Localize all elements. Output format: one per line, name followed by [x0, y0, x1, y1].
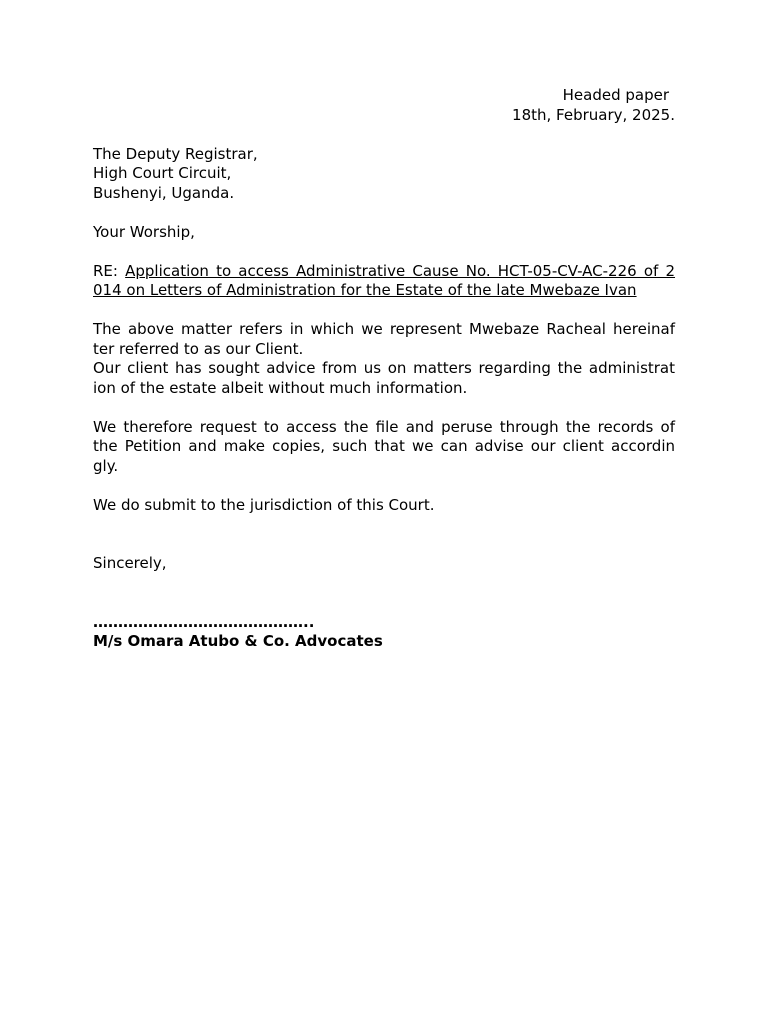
para2-line-2: the Petition and make copies, such that we can advise our client accordin [93, 437, 675, 455]
para1-line-3: Our client has sought advice from us on matters regarding the administrat [93, 359, 675, 377]
spacer [93, 242, 675, 262]
spacer [93, 301, 675, 321]
signature-line: …………………………………….. [93, 612, 315, 631]
firm-name: M/s Omara Atubo & Co. Advocates [93, 632, 383, 650]
para1-line-2: ter referred to as our Client. [93, 339, 304, 358]
spacer [93, 125, 675, 145]
spacer [93, 398, 675, 418]
letter-header [93, 86, 675, 106]
addressee-line-2: High Court Circuit, [93, 164, 232, 182]
para2-line-1: We therefore request to access the file and peruse through the records of [93, 417, 675, 436]
letter-page [93, 86, 675, 652]
subject-prefix: RE: [93, 261, 126, 280]
addressee-line-3: Bushenyi, Uganda. [93, 183, 235, 202]
para2-line-3: gly. [93, 456, 119, 475]
spacer [93, 574, 675, 613]
signature-block [93, 613, 675, 652]
para1-line-1: The above matter refers in which we represent Mwebaze Racheal hereinaf [93, 320, 675, 338]
body-paragraph-1 [93, 320, 675, 398]
subject-text-2: 014 on Letters of Administration for the Estate of the late Mwebaze Ivan [93, 281, 637, 299]
letter-date: 18th, February, 2025. [512, 105, 675, 124]
headed-paper-label: Headed paper [562, 86, 669, 104]
addressee-line-1: The Deputy Registrar, [93, 144, 258, 163]
subject-line-1 [93, 262, 675, 282]
closing: Sincerely, [93, 554, 167, 572]
spacer [93, 515, 675, 554]
subject-line-2 [93, 281, 675, 301]
body-paragraph-3: We do submit to the jurisdiction of this Court. [93, 495, 435, 514]
spacer [93, 476, 675, 496]
spacer [93, 203, 675, 223]
salutation: Your Worship, [93, 222, 195, 241]
para1-line-4: ion of the estate albeit without much information. [93, 378, 468, 397]
subject-block [93, 262, 675, 301]
addressee-block [93, 145, 675, 204]
subject-text-1: Application to access Administrative Cause No. HCT-05-CV-AC-226 of 2 [125, 261, 676, 280]
body-paragraph-2 [93, 418, 675, 477]
